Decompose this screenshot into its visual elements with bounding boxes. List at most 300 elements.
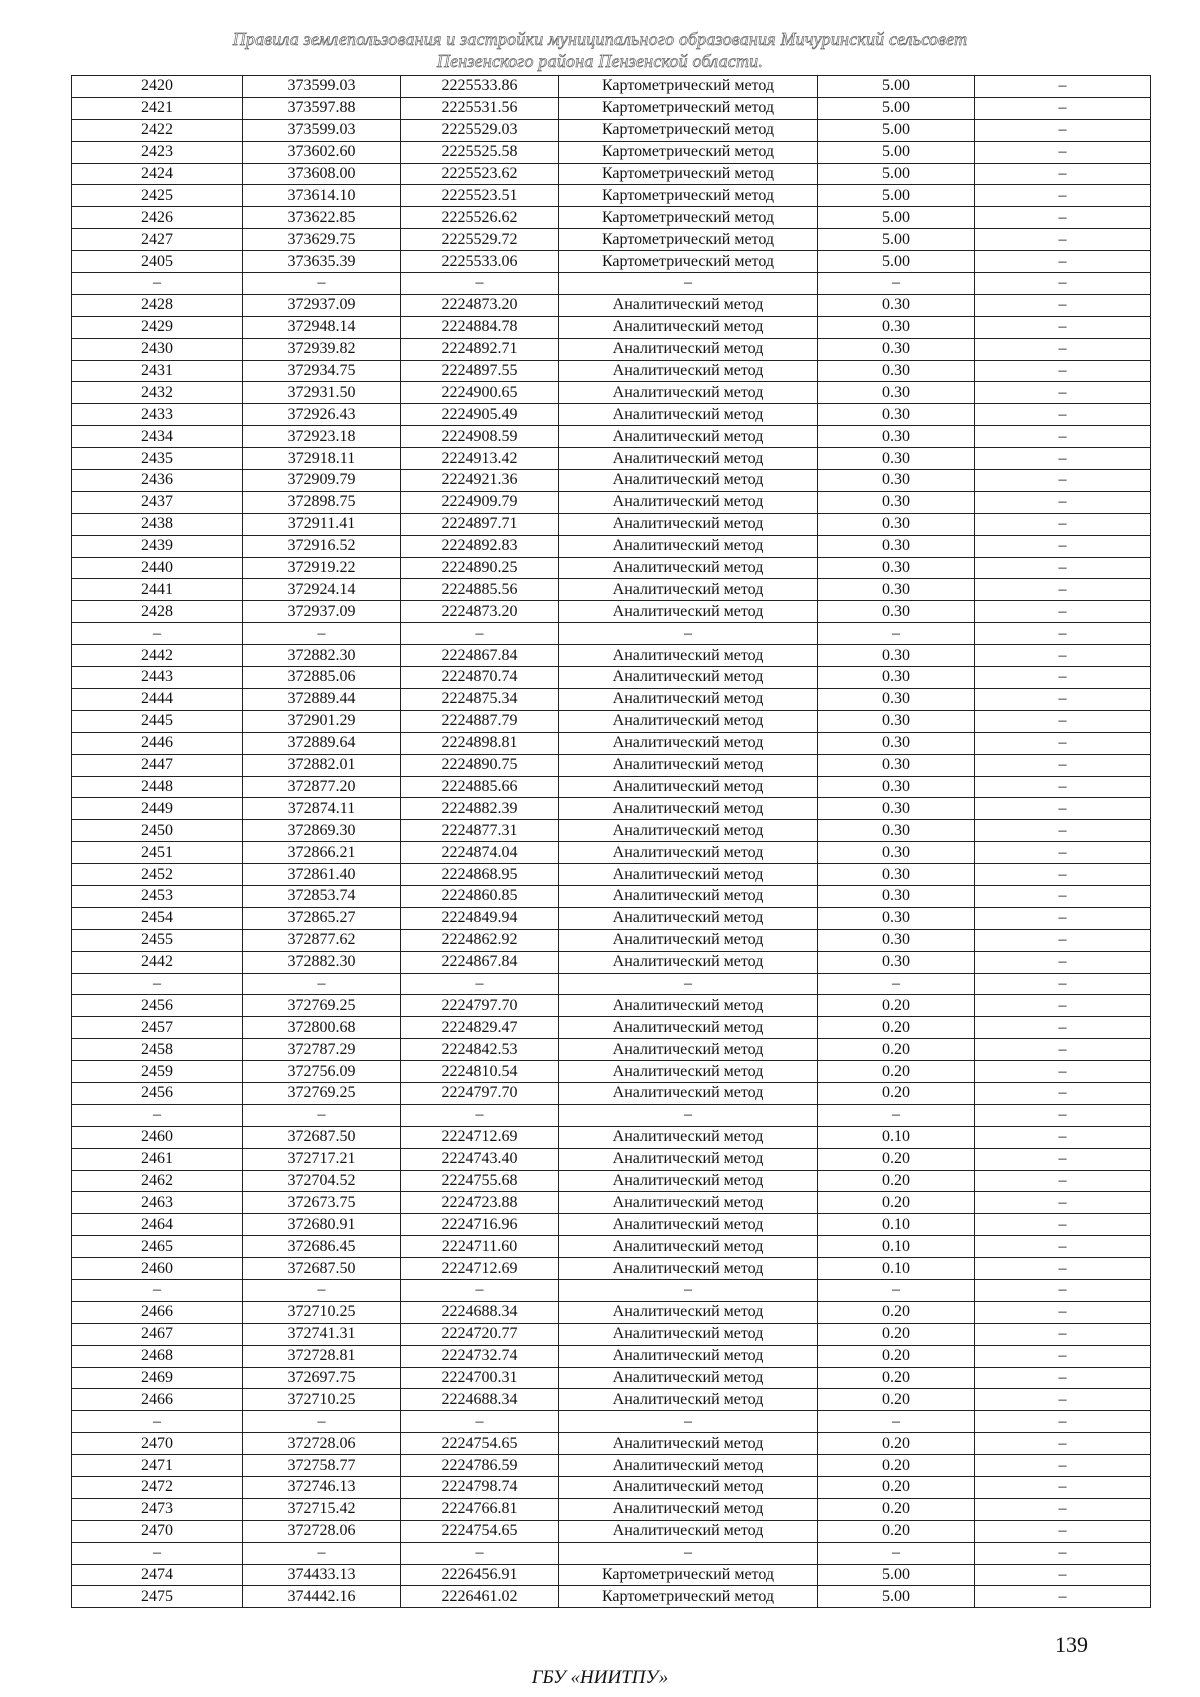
table-row bbox=[72, 907, 1151, 929]
x-coordinate-cell: 373629.75 bbox=[243, 229, 401, 251]
y-coordinate-cell: 2224716.96 bbox=[401, 1214, 559, 1236]
method-cell: Аналитический метод bbox=[559, 907, 818, 929]
method-cell: Аналитический метод bbox=[559, 1301, 818, 1323]
accuracy-cell: – bbox=[818, 1104, 975, 1126]
y-coordinate-cell: 2224712.69 bbox=[401, 1258, 559, 1280]
table-row bbox=[72, 163, 1151, 185]
y-coordinate-cell: 2224885.66 bbox=[401, 776, 559, 798]
y-coordinate-cell: 2224897.71 bbox=[401, 513, 559, 535]
y-coordinate-cell: – bbox=[401, 623, 559, 645]
point-number-cell: 2422 bbox=[72, 119, 243, 141]
point-number-cell: 2437 bbox=[72, 491, 243, 513]
x-coordinate-cell: 372865.27 bbox=[243, 907, 401, 929]
point-number-cell: 2467 bbox=[72, 1323, 243, 1345]
method-cell: Картометрический метод bbox=[559, 163, 818, 185]
x-coordinate-cell: 372686.45 bbox=[243, 1236, 401, 1258]
x-coordinate-cell: 372923.18 bbox=[243, 426, 401, 448]
y-coordinate-cell: 2224898.81 bbox=[401, 732, 559, 754]
method-cell: Аналитический метод bbox=[559, 798, 818, 820]
method-cell: Аналитический метод bbox=[559, 1345, 818, 1367]
method-cell: Аналитический метод bbox=[559, 601, 818, 623]
point-number-cell: 2460 bbox=[72, 1258, 243, 1280]
x-coordinate-cell: 372931.50 bbox=[243, 382, 401, 404]
y-coordinate-cell: 2226456.91 bbox=[401, 1564, 559, 1586]
description-cell: – bbox=[975, 1192, 1151, 1214]
point-number-cell: 2447 bbox=[72, 754, 243, 776]
method-cell: Аналитический метод bbox=[559, 448, 818, 470]
point-number-cell: 2471 bbox=[72, 1455, 243, 1477]
table-row bbox=[72, 864, 1151, 886]
accuracy-cell: 5.00 bbox=[818, 1564, 975, 1586]
table-row bbox=[72, 688, 1151, 710]
y-coordinate-cell: 2224877.31 bbox=[401, 820, 559, 842]
description-cell: – bbox=[975, 97, 1151, 119]
accuracy-cell: 0.20 bbox=[818, 1061, 975, 1083]
method-cell: Аналитический метод bbox=[559, 1126, 818, 1148]
point-number-cell: 2431 bbox=[72, 360, 243, 382]
accuracy-cell: 5.00 bbox=[818, 185, 975, 207]
accuracy-cell: 0.30 bbox=[818, 820, 975, 842]
method-cell: Аналитический метод bbox=[559, 667, 818, 689]
x-coordinate-cell: 372877.62 bbox=[243, 929, 401, 951]
method-cell: Картометрический метод bbox=[559, 1586, 818, 1608]
accuracy-cell: 0.20 bbox=[818, 1017, 975, 1039]
accuracy-cell: 0.30 bbox=[818, 885, 975, 907]
method-cell: Аналитический метод bbox=[559, 470, 818, 492]
point-number-cell: 2461 bbox=[72, 1148, 243, 1170]
y-coordinate-cell: 2224908.59 bbox=[401, 426, 559, 448]
table-row bbox=[72, 273, 1151, 295]
x-coordinate-cell: 372866.21 bbox=[243, 842, 401, 864]
method-cell: Аналитический метод bbox=[559, 1148, 818, 1170]
point-number-cell: 2428 bbox=[72, 601, 243, 623]
description-cell: – bbox=[975, 864, 1151, 886]
description-cell: – bbox=[975, 426, 1151, 448]
point-number-cell: 2433 bbox=[72, 404, 243, 426]
point-number-cell: 2442 bbox=[72, 645, 243, 667]
accuracy-cell: 0.30 bbox=[818, 404, 975, 426]
y-coordinate-cell: 2224849.94 bbox=[401, 907, 559, 929]
accuracy-cell: – bbox=[818, 1279, 975, 1301]
x-coordinate-cell: 372717.21 bbox=[243, 1148, 401, 1170]
y-coordinate-cell: 2224720.77 bbox=[401, 1323, 559, 1345]
accuracy-cell: – bbox=[818, 1411, 975, 1433]
y-coordinate-cell: 2224897.55 bbox=[401, 360, 559, 382]
description-cell: – bbox=[975, 776, 1151, 798]
method-cell: Аналитический метод bbox=[559, 426, 818, 448]
table-row bbox=[72, 97, 1151, 119]
description-cell: – bbox=[975, 798, 1151, 820]
table-row bbox=[72, 1148, 1151, 1170]
method-cell: Аналитический метод bbox=[559, 1192, 818, 1214]
y-coordinate-cell: 2224862.92 bbox=[401, 929, 559, 951]
description-cell: – bbox=[975, 1104, 1151, 1126]
accuracy-cell: 0.20 bbox=[818, 995, 975, 1017]
method-cell: Аналитический метод bbox=[559, 1323, 818, 1345]
point-number-cell: 2453 bbox=[72, 885, 243, 907]
y-coordinate-cell: 2224842.53 bbox=[401, 1039, 559, 1061]
accuracy-cell: 0.30 bbox=[818, 732, 975, 754]
x-coordinate-cell: 373599.03 bbox=[243, 119, 401, 141]
y-coordinate-cell: 2225533.86 bbox=[401, 76, 559, 98]
point-number-cell: 2428 bbox=[72, 294, 243, 316]
point-number-cell: 2424 bbox=[72, 163, 243, 185]
y-coordinate-cell: 2224829.47 bbox=[401, 1017, 559, 1039]
description-cell: – bbox=[975, 754, 1151, 776]
method-cell: Картометрический метод bbox=[559, 76, 818, 98]
description-cell: – bbox=[975, 119, 1151, 141]
method-cell: Аналитический метод bbox=[559, 1367, 818, 1389]
description-cell: – bbox=[975, 1258, 1151, 1280]
method-cell: Аналитический метод bbox=[559, 710, 818, 732]
method-cell: – bbox=[559, 1411, 818, 1433]
x-coordinate-cell: 372710.25 bbox=[243, 1301, 401, 1323]
method-cell: Аналитический метод bbox=[559, 1498, 818, 1520]
point-number-cell: 2405 bbox=[72, 251, 243, 273]
x-coordinate-cell: 372918.11 bbox=[243, 448, 401, 470]
description-cell: – bbox=[975, 732, 1151, 754]
method-cell: Аналитический метод bbox=[559, 404, 818, 426]
y-coordinate-cell: 2224873.20 bbox=[401, 601, 559, 623]
description-cell: – bbox=[975, 404, 1151, 426]
method-cell: Аналитический метод bbox=[559, 864, 818, 886]
table-row bbox=[72, 1082, 1151, 1104]
description-cell: – bbox=[975, 513, 1151, 535]
point-number-cell: 2420 bbox=[72, 76, 243, 98]
y-coordinate-cell: 2224909.79 bbox=[401, 491, 559, 513]
description-cell: – bbox=[975, 294, 1151, 316]
description-cell: – bbox=[975, 163, 1151, 185]
method-cell: Аналитический метод bbox=[559, 294, 818, 316]
accuracy-cell: 0.30 bbox=[818, 645, 975, 667]
y-coordinate-cell: 2225529.72 bbox=[401, 229, 559, 251]
table-row bbox=[72, 1039, 1151, 1061]
table-row bbox=[72, 645, 1151, 667]
accuracy-cell: 0.20 bbox=[818, 1477, 975, 1499]
description-cell: – bbox=[975, 1564, 1151, 1586]
table-row bbox=[72, 995, 1151, 1017]
table-row bbox=[72, 1498, 1151, 1520]
x-coordinate-cell: 372937.09 bbox=[243, 601, 401, 623]
accuracy-cell: – bbox=[818, 273, 975, 295]
accuracy-cell: 0.30 bbox=[818, 798, 975, 820]
y-coordinate-cell: 2224892.83 bbox=[401, 535, 559, 557]
table-row bbox=[72, 1586, 1151, 1608]
method-cell: Аналитический метод bbox=[559, 885, 818, 907]
table-row bbox=[72, 710, 1151, 732]
x-coordinate-cell: 374433.13 bbox=[243, 1564, 401, 1586]
description-cell: – bbox=[975, 623, 1151, 645]
point-number-cell: 2465 bbox=[72, 1236, 243, 1258]
y-coordinate-cell: 2224743.40 bbox=[401, 1148, 559, 1170]
accuracy-cell: 0.20 bbox=[818, 1192, 975, 1214]
y-coordinate-cell: 2224867.84 bbox=[401, 951, 559, 973]
x-coordinate-cell: 372885.06 bbox=[243, 667, 401, 689]
table-row bbox=[72, 1433, 1151, 1455]
description-cell: – bbox=[975, 1520, 1151, 1542]
point-number-cell: 2440 bbox=[72, 557, 243, 579]
x-coordinate-cell: 372769.25 bbox=[243, 1082, 401, 1104]
x-coordinate-cell: 372800.68 bbox=[243, 1017, 401, 1039]
coordinates-table bbox=[71, 75, 1151, 1608]
x-coordinate-cell: 372710.25 bbox=[243, 1389, 401, 1411]
accuracy-cell: 0.20 bbox=[818, 1148, 975, 1170]
point-number-cell: 2466 bbox=[72, 1389, 243, 1411]
table-row bbox=[72, 535, 1151, 557]
description-cell: – bbox=[975, 995, 1151, 1017]
x-coordinate-cell: – bbox=[243, 1542, 401, 1564]
table-row bbox=[72, 798, 1151, 820]
y-coordinate-cell: 2224890.25 bbox=[401, 557, 559, 579]
y-coordinate-cell: 2225523.62 bbox=[401, 163, 559, 185]
table-row bbox=[72, 776, 1151, 798]
method-cell: – bbox=[559, 273, 818, 295]
point-number-cell: 2423 bbox=[72, 141, 243, 163]
method-cell: Аналитический метод bbox=[559, 1170, 818, 1192]
method-cell: Картометрический метод bbox=[559, 207, 818, 229]
table-row bbox=[72, 185, 1151, 207]
point-number-cell: 2426 bbox=[72, 207, 243, 229]
accuracy-cell: 0.30 bbox=[818, 754, 975, 776]
x-coordinate-cell: 372728.06 bbox=[243, 1520, 401, 1542]
accuracy-cell: 5.00 bbox=[818, 251, 975, 273]
x-coordinate-cell: 372926.43 bbox=[243, 404, 401, 426]
y-coordinate-cell: 2224868.95 bbox=[401, 864, 559, 886]
table-row bbox=[72, 732, 1151, 754]
point-number-cell: 2432 bbox=[72, 382, 243, 404]
x-coordinate-cell: 372939.82 bbox=[243, 338, 401, 360]
method-cell: Аналитический метод bbox=[559, 820, 818, 842]
y-coordinate-cell: 2224766.81 bbox=[401, 1498, 559, 1520]
y-coordinate-cell: 2224867.84 bbox=[401, 645, 559, 667]
x-coordinate-cell: 372769.25 bbox=[243, 995, 401, 1017]
description-cell: – bbox=[975, 470, 1151, 492]
point-number-cell: – bbox=[72, 1279, 243, 1301]
accuracy-cell: 0.30 bbox=[818, 557, 975, 579]
accuracy-cell: 0.30 bbox=[818, 448, 975, 470]
accuracy-cell: 0.30 bbox=[818, 710, 975, 732]
accuracy-cell: 5.00 bbox=[818, 141, 975, 163]
accuracy-cell: 0.10 bbox=[818, 1236, 975, 1258]
y-coordinate-cell: 2224700.31 bbox=[401, 1367, 559, 1389]
table-row bbox=[72, 1061, 1151, 1083]
table-row bbox=[72, 601, 1151, 623]
y-coordinate-cell: 2225525.58 bbox=[401, 141, 559, 163]
accuracy-cell: 0.10 bbox=[818, 1258, 975, 1280]
x-coordinate-cell: – bbox=[243, 973, 401, 995]
point-number-cell: 2456 bbox=[72, 995, 243, 1017]
y-coordinate-cell: 2224755.68 bbox=[401, 1170, 559, 1192]
point-number-cell: 2466 bbox=[72, 1301, 243, 1323]
description-cell: – bbox=[975, 907, 1151, 929]
x-coordinate-cell: 373614.10 bbox=[243, 185, 401, 207]
table-row bbox=[72, 448, 1151, 470]
y-coordinate-cell: 2224723.88 bbox=[401, 1192, 559, 1214]
method-cell: Картометрический метод bbox=[559, 229, 818, 251]
y-coordinate-cell: 2224797.70 bbox=[401, 995, 559, 1017]
accuracy-cell: 0.30 bbox=[818, 951, 975, 973]
x-coordinate-cell: 373635.39 bbox=[243, 251, 401, 273]
accuracy-cell: 0.30 bbox=[818, 513, 975, 535]
point-number-cell: 2450 bbox=[72, 820, 243, 842]
description-cell: – bbox=[975, 1017, 1151, 1039]
accuracy-cell: 0.20 bbox=[818, 1498, 975, 1520]
description-cell: – bbox=[975, 1214, 1151, 1236]
point-number-cell: 2441 bbox=[72, 579, 243, 601]
method-cell: Аналитический метод bbox=[559, 535, 818, 557]
point-number-cell: 2452 bbox=[72, 864, 243, 886]
description-cell: – bbox=[975, 1082, 1151, 1104]
method-cell: Аналитический метод bbox=[559, 1236, 818, 1258]
page-footer: ГБУ «НИИТПУ» bbox=[531, 1667, 669, 1688]
table-row bbox=[72, 1367, 1151, 1389]
accuracy-cell: – bbox=[818, 623, 975, 645]
point-number-cell: 2456 bbox=[72, 1082, 243, 1104]
table-row bbox=[72, 1455, 1151, 1477]
x-coordinate-cell: – bbox=[243, 623, 401, 645]
table-row bbox=[72, 623, 1151, 645]
y-coordinate-cell: 2224870.74 bbox=[401, 667, 559, 689]
y-coordinate-cell: 2224810.54 bbox=[401, 1061, 559, 1083]
accuracy-cell: 5.00 bbox=[818, 163, 975, 185]
x-coordinate-cell: 372746.13 bbox=[243, 1477, 401, 1499]
point-number-cell: 2469 bbox=[72, 1367, 243, 1389]
table-row bbox=[72, 491, 1151, 513]
description-cell: – bbox=[975, 338, 1151, 360]
table-row bbox=[72, 1301, 1151, 1323]
point-number-cell: 2451 bbox=[72, 842, 243, 864]
point-number-cell: – bbox=[72, 623, 243, 645]
accuracy-cell: 5.00 bbox=[818, 97, 975, 119]
table-row bbox=[72, 1323, 1151, 1345]
method-cell: Аналитический метод bbox=[559, 1082, 818, 1104]
description-cell: – bbox=[975, 645, 1151, 667]
method-cell: Картометрический метод bbox=[559, 141, 818, 163]
method-cell: – bbox=[559, 1542, 818, 1564]
table-row bbox=[72, 579, 1151, 601]
table-row bbox=[72, 842, 1151, 864]
accuracy-cell: 5.00 bbox=[818, 1586, 975, 1608]
header-line-2: Пензенского района Пензенской области. bbox=[436, 51, 764, 71]
accuracy-cell: 0.20 bbox=[818, 1039, 975, 1061]
accuracy-cell: 0.30 bbox=[818, 360, 975, 382]
y-coordinate-cell: 2224712.69 bbox=[401, 1126, 559, 1148]
description-cell: – bbox=[975, 820, 1151, 842]
point-number-cell: – bbox=[72, 1104, 243, 1126]
point-number-cell: 2459 bbox=[72, 1061, 243, 1083]
point-number-cell: 2439 bbox=[72, 535, 243, 557]
accuracy-cell: 0.30 bbox=[818, 491, 975, 513]
description-cell: – bbox=[975, 491, 1151, 513]
y-coordinate-cell: 2224797.70 bbox=[401, 1082, 559, 1104]
table-row bbox=[72, 1192, 1151, 1214]
description-cell: – bbox=[975, 557, 1151, 579]
x-coordinate-cell: – bbox=[243, 1411, 401, 1433]
y-coordinate-cell: 2224688.34 bbox=[401, 1301, 559, 1323]
y-coordinate-cell: 2224921.36 bbox=[401, 470, 559, 492]
table-row bbox=[72, 251, 1151, 273]
table-row bbox=[72, 1170, 1151, 1192]
method-cell: Аналитический метод bbox=[559, 1258, 818, 1280]
table-row bbox=[72, 1345, 1151, 1367]
point-number-cell: – bbox=[72, 273, 243, 295]
description-cell: – bbox=[975, 929, 1151, 951]
method-cell: Картометрический метод bbox=[559, 1564, 818, 1586]
description-cell: – bbox=[975, 141, 1151, 163]
accuracy-cell: 0.30 bbox=[818, 535, 975, 557]
table-row bbox=[72, 338, 1151, 360]
x-coordinate-cell: 372741.31 bbox=[243, 1323, 401, 1345]
table-row bbox=[72, 1542, 1151, 1564]
method-cell: Аналитический метод bbox=[559, 1214, 818, 1236]
x-coordinate-cell: 372916.52 bbox=[243, 535, 401, 557]
accuracy-cell: 0.30 bbox=[818, 470, 975, 492]
description-cell: – bbox=[975, 1586, 1151, 1608]
accuracy-cell: 0.30 bbox=[818, 382, 975, 404]
description-cell: – bbox=[975, 973, 1151, 995]
table-row bbox=[72, 557, 1151, 579]
description-cell: – bbox=[975, 1345, 1151, 1367]
point-number-cell: 2421 bbox=[72, 97, 243, 119]
y-coordinate-cell: 2225531.56 bbox=[401, 97, 559, 119]
table-row bbox=[72, 1411, 1151, 1433]
point-number-cell: 2464 bbox=[72, 1214, 243, 1236]
x-coordinate-cell: 372937.09 bbox=[243, 294, 401, 316]
x-coordinate-cell: 372877.20 bbox=[243, 776, 401, 798]
table-row bbox=[72, 229, 1151, 251]
x-coordinate-cell: 373597.88 bbox=[243, 97, 401, 119]
description-cell: – bbox=[975, 207, 1151, 229]
y-coordinate-cell: 2224688.34 bbox=[401, 1389, 559, 1411]
method-cell: Картометрический метод bbox=[559, 251, 818, 273]
x-coordinate-cell: 372687.50 bbox=[243, 1126, 401, 1148]
x-coordinate-cell: 372924.14 bbox=[243, 579, 401, 601]
y-coordinate-cell: 2224754.65 bbox=[401, 1433, 559, 1455]
accuracy-cell: – bbox=[818, 1542, 975, 1564]
x-coordinate-cell: 372901.29 bbox=[243, 710, 401, 732]
table-row bbox=[72, 667, 1151, 689]
description-cell: – bbox=[975, 601, 1151, 623]
accuracy-cell: 0.30 bbox=[818, 294, 975, 316]
method-cell: Аналитический метод bbox=[559, 645, 818, 667]
description-cell: – bbox=[975, 382, 1151, 404]
accuracy-cell: 0.20 bbox=[818, 1520, 975, 1542]
accuracy-cell: 0.20 bbox=[818, 1345, 975, 1367]
header-line-1: Правила землепользования и застройки муниципального образования Мичуринский сельсовет bbox=[232, 29, 968, 49]
method-cell: Аналитический метод bbox=[559, 579, 818, 601]
accuracy-cell: 0.30 bbox=[818, 907, 975, 929]
y-coordinate-cell: – bbox=[401, 1104, 559, 1126]
x-coordinate-cell: 373622.85 bbox=[243, 207, 401, 229]
point-number-cell: 2446 bbox=[72, 732, 243, 754]
x-coordinate-cell: 373608.00 bbox=[243, 163, 401, 185]
method-cell: Аналитический метод bbox=[559, 1433, 818, 1455]
method-cell: – bbox=[559, 973, 818, 995]
description-cell: – bbox=[975, 316, 1151, 338]
y-coordinate-cell: 2224798.74 bbox=[401, 1477, 559, 1499]
method-cell: Аналитический метод bbox=[559, 1039, 818, 1061]
point-number-cell: 2434 bbox=[72, 426, 243, 448]
y-coordinate-cell: 2224905.49 bbox=[401, 404, 559, 426]
table-row bbox=[72, 1236, 1151, 1258]
point-number-cell: 2443 bbox=[72, 667, 243, 689]
point-number-cell: 2435 bbox=[72, 448, 243, 470]
table-row bbox=[72, 360, 1151, 382]
description-cell: – bbox=[975, 448, 1151, 470]
table-row bbox=[72, 820, 1151, 842]
method-cell: Картометрический метод bbox=[559, 185, 818, 207]
x-coordinate-cell: 372687.50 bbox=[243, 1258, 401, 1280]
